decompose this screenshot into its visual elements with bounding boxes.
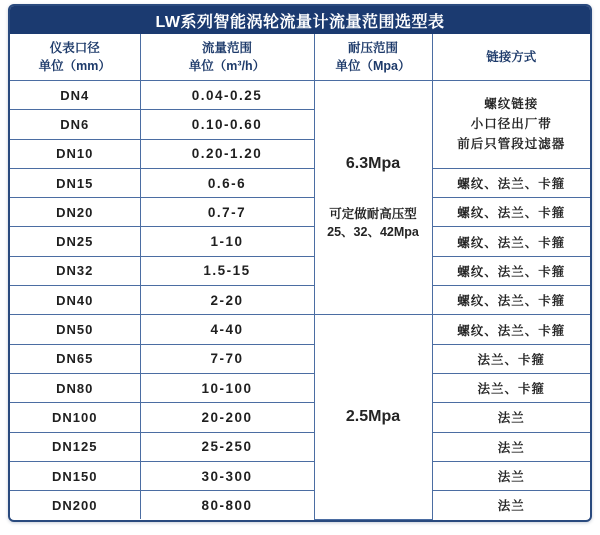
diameter-cell: DN65 [10,344,140,373]
connection-cell: 法兰 [432,432,590,461]
pressure-cell-6-3mpa [314,81,432,315]
diameter-cell: DN50 [10,315,140,344]
flow-range-cell: 4-40 [140,315,314,344]
header-pressure-unit: 单位（Mpa） [335,59,411,73]
flow-range-cell: 1.5-15 [140,256,314,285]
table-title: LW系列智能涡轮流量计流量范围选型表 [10,6,590,34]
connection-cell: 法兰、卡箍 [432,344,590,373]
connection-merged-line3: 前后只管段过滤器 [457,137,566,152]
connection-cell: 螺纹、法兰、卡箍 [432,286,590,315]
flow-range-cell: 1-10 [140,227,314,256]
flow-range-cell: 0.10-0.60 [140,110,314,139]
diameter-cell: DN25 [10,227,140,256]
header-connection: 链接方式 [432,34,590,81]
connection-merged-line2: 小口径出厂带 [470,117,552,132]
header-diameter [10,34,140,81]
diameter-cell: DN15 [10,168,140,197]
table-row [10,81,590,110]
header-row [10,34,590,81]
diameter-cell: DN200 [10,491,140,520]
header-flow-range-unit: 单位（m³/h） [188,59,266,73]
pressure-main-value: 6.3Mpa [345,154,401,172]
flow-range-cell: 30-300 [140,461,314,490]
connection-cell: 螺纹、法兰、卡箍 [432,168,590,197]
header-diameter-label: 仪表口径 [49,40,100,55]
table-header [10,34,590,81]
flow-range-cell: 0.04-0.25 [140,81,314,110]
pressure-cell-2-5mpa [314,315,432,520]
diameter-cell: DN32 [10,256,140,285]
connection-merged-line1: 螺纹链接 [484,97,539,112]
selection-table-card [8,4,592,522]
header-flow-range [140,34,314,81]
flow-range-cell: 25-250 [140,432,314,461]
connection-cell: 法兰 [432,403,590,432]
connection-cell-merged [432,81,590,169]
connection-cell: 螺纹、法兰、卡箍 [432,198,590,227]
connection-cell: 螺纹、法兰、卡箍 [432,256,590,285]
table-row [10,491,590,520]
diameter-cell: DN125 [10,432,140,461]
flow-range-cell: 2-20 [140,286,314,315]
header-flow-range-label: 流量范围 [201,40,252,55]
table-row [10,461,590,490]
diameter-cell: DN40 [10,286,140,315]
diameter-cell: DN100 [10,403,140,432]
flow-range-cell: 7-70 [140,344,314,373]
flow-range-cell: 10-100 [140,373,314,402]
diameter-cell: DN6 [10,110,140,139]
diameter-cell: DN10 [10,139,140,168]
header-pressure-label: 耐压范围 [347,40,398,55]
table-row [10,344,590,373]
table-row [10,256,590,285]
diameter-cell: DN4 [10,81,140,110]
flow-range-cell: 0.20-1.20 [140,139,314,168]
flow-range-cell: 0.7-7 [140,198,314,227]
header-pressure [314,34,432,81]
diameter-cell: DN150 [10,461,140,490]
pressure-note-line1: 可定做耐高压型 [329,206,417,221]
table-row [10,315,590,344]
flow-range-cell: 20-200 [140,403,314,432]
flow-range-cell: 80-800 [140,491,314,520]
table-row [10,168,590,197]
connection-cell: 法兰、卡箍 [432,373,590,402]
diameter-cell: DN80 [10,373,140,402]
table-row [10,198,590,227]
pressure-main-value: 2.5Mpa [345,408,401,426]
flow-range-cell: 0.6-6 [140,168,314,197]
connection-cell: 螺纹、法兰、卡箍 [432,315,590,344]
connection-cell: 法兰 [432,461,590,490]
table-row [10,432,590,461]
connection-cell: 法兰 [432,491,590,520]
pressure-note-line2: 25、32、42Mpa [327,224,419,239]
table-row [10,227,590,256]
table-row [10,403,590,432]
table-row [10,373,590,402]
connection-cell: 螺纹、法兰、卡箍 [432,227,590,256]
table-row [10,286,590,315]
header-diameter-unit: 单位（mm） [38,59,111,73]
diameter-cell: DN20 [10,198,140,227]
flow-range-table [10,34,590,520]
